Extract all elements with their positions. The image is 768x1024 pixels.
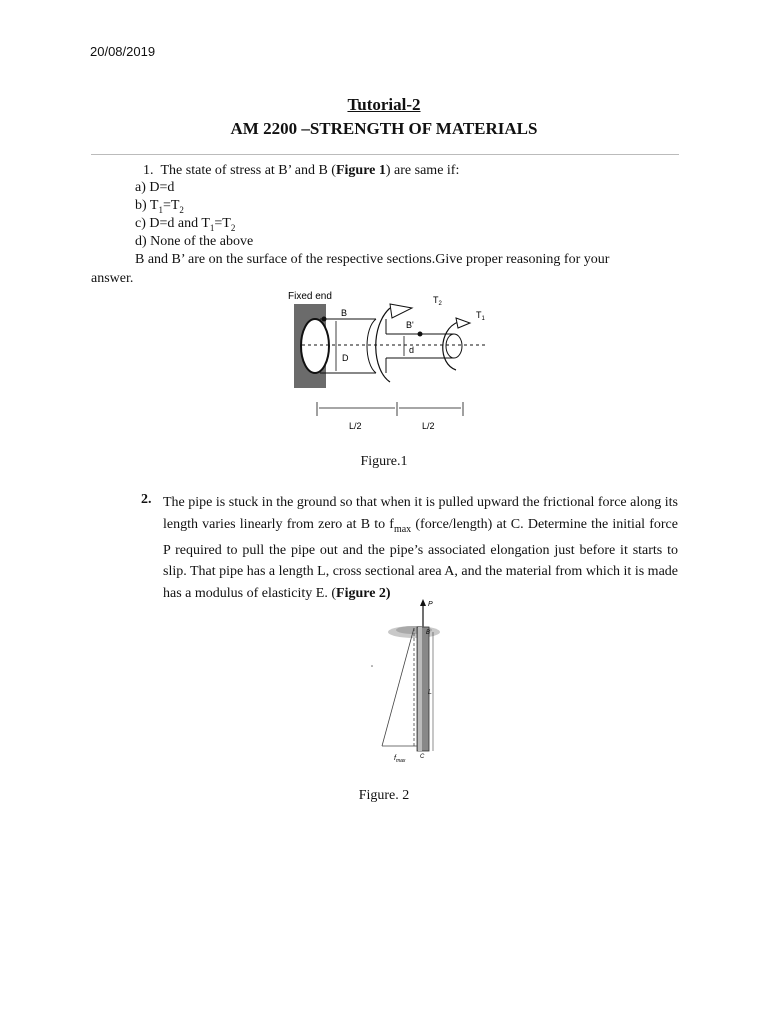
q1-note-cont: answer. — [91, 271, 134, 286]
divider — [91, 154, 679, 155]
course-title: AM 2200 –STRENGTH OF MATERIALS — [230, 119, 538, 138]
friction-distribution-line — [382, 628, 414, 746]
q2-text: The pipe is stuck in the ground so that when it is pulled upward the frictional force along its length varies linearly from zero at B to $f_{max}$ (force/length) at C. Determine the initial force P required to pull the pipe out and the pipe’s associated elongation just before it starts to slip. That pipe has a length L, cross sectional area A, and the material from which it is made has a modulus of elasticity E. (Figure 2) — [163, 495, 678, 601]
label-L: L — [428, 689, 432, 696]
label-B-prime: B' — [406, 320, 414, 330]
label-P: P — [428, 601, 433, 608]
label-B: B — [426, 630, 431, 636]
q1-option-b: b) $T_1=T_2$ — [135, 198, 184, 215]
label-fixed-end: Fixed end — [288, 291, 332, 302]
label-B: B — [341, 308, 348, 318]
label-L-half-1: L/2 — [349, 421, 362, 431]
q1-option-d: d) None of the above — [135, 234, 254, 249]
point-B-prime — [418, 332, 423, 337]
label-T1: $T_1$ — [476, 310, 485, 322]
figure-2-pipe-diagram — [360, 596, 460, 768]
q2-number: 2. — [141, 492, 152, 507]
page-title: Tutorial-2 — [347, 95, 421, 114]
figure-2-caption: Figure. 2 — [358, 788, 410, 803]
q1-option-c: c) D=d and $T_1=T_2$ — [135, 216, 236, 233]
point-B — [322, 317, 327, 322]
q1-number: 1. — [143, 163, 154, 178]
q1-option-a: a) D=d — [135, 180, 175, 195]
label-D: D — [342, 353, 349, 363]
figure-1-caption: Figure.1 — [360, 454, 408, 469]
torque-t1-arrow — [456, 318, 470, 328]
label-fmax: $f_{max}$ — [394, 755, 406, 764]
label-C: C — [420, 754, 425, 760]
q1-stem: 1. The state of stress at B’ and B (Figure 1) are same if: — [143, 163, 460, 178]
label-L-half-2: L/2 — [422, 421, 435, 431]
date: 20/08/2019 — [90, 44, 156, 59]
figure-1-shaft-diagram — [280, 286, 500, 436]
label-d: d — [409, 345, 415, 355]
q1-note: B and B’ are on the surface of the respective sections.Give proper reasoning for your — [135, 252, 610, 267]
label-T2: $T_2$ — [433, 295, 442, 307]
shaft-end-ellipse — [301, 319, 329, 373]
torque-t2-arrow — [390, 304, 412, 318]
